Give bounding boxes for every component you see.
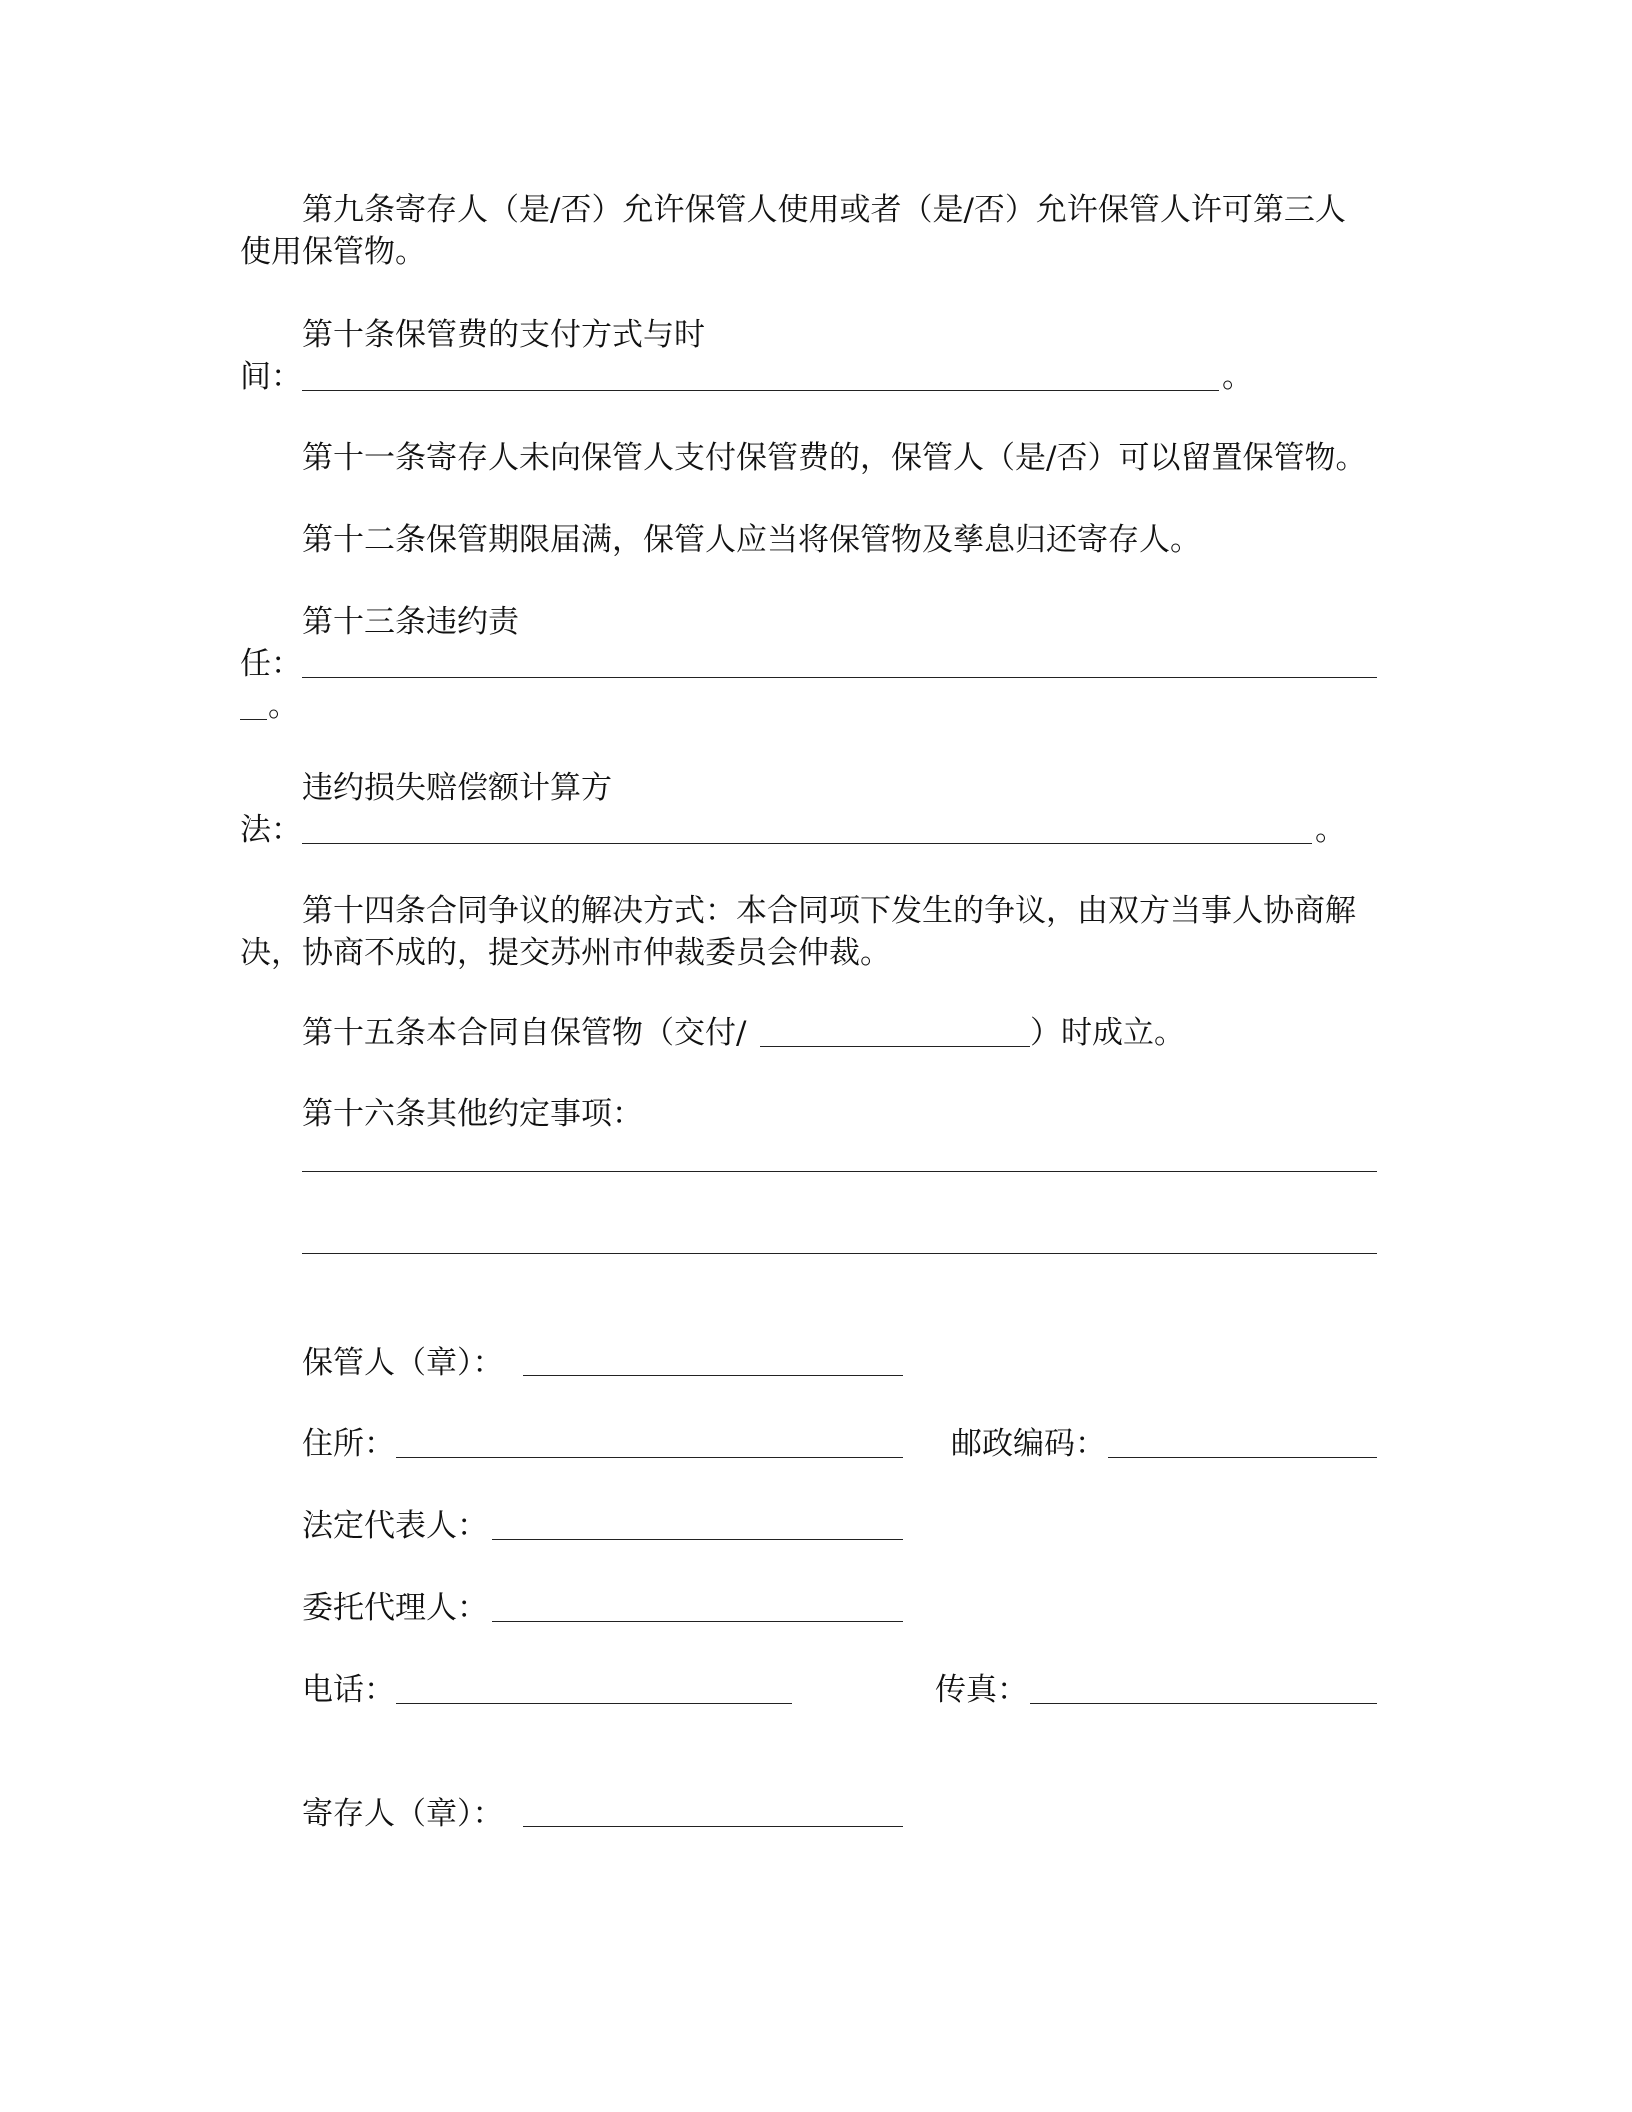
depositor-seal-label: 寄存人（章）：	[302, 1796, 504, 1832]
article-16-label: 第十六条其他约定事项：	[302, 1096, 643, 1132]
custodian-seal-label: 保管人（章）：	[302, 1345, 504, 1381]
article-9-line-1: 第九条寄存人（是/否）允许保管人使用或者（是/否）允许保管人许可第三人	[302, 192, 1346, 228]
damages-line-1: 违约损失赔偿额计算方	[302, 770, 612, 806]
article-16-blank-1[interactable]	[302, 1171, 1377, 1172]
custodian-legal-rep-blank[interactable]	[492, 1539, 903, 1540]
article-13-tail: 。	[268, 688, 299, 724]
article-13-line-1: 第十三条违约责	[302, 604, 519, 640]
custodian-seal-blank[interactable]	[523, 1375, 903, 1376]
damages-blank[interactable]	[302, 843, 1312, 844]
custodian-fax-blank[interactable]	[1030, 1703, 1377, 1704]
custodian-postcode-label: 邮政编码：	[951, 1426, 1106, 1462]
article-16-blank-2[interactable]	[302, 1253, 1377, 1254]
custodian-agent-blank[interactable]	[492, 1621, 903, 1622]
custodian-phone-blank[interactable]	[396, 1703, 792, 1704]
article-14-line-2: 决，协商不成的，提交苏州市仲裁委员会仲裁。	[240, 935, 891, 971]
damages-prefix: 法：	[240, 812, 302, 848]
article-15-blank[interactable]	[760, 1046, 1030, 1047]
custodian-phone-label: 电话：	[302, 1672, 395, 1708]
custodian-postcode-blank[interactable]	[1108, 1457, 1377, 1458]
article-10-blank[interactable]	[302, 390, 1219, 391]
custodian-fax-label: 传真：	[935, 1672, 1028, 1708]
depositor-seal-blank[interactable]	[523, 1826, 903, 1827]
article-10-suffix: 。	[1222, 359, 1253, 395]
article-13-blank-continued[interactable]	[240, 719, 267, 720]
article-12: 第十二条保管期限届满，保管人应当将保管物及孳息归还寄存人。	[302, 522, 1201, 558]
article-15-before: 第十五条本合同自保管物（交付/	[302, 1015, 747, 1051]
article-10-line-1: 第十条保管费的支付方式与时	[302, 317, 705, 353]
article-11: 第十一条寄存人未向保管人支付保管费的，保管人（是/否）可以留置保管物。	[302, 440, 1367, 476]
article-15-after: ）时成立。	[1030, 1015, 1185, 1051]
article-13-prefix: 任：	[240, 646, 302, 682]
custodian-legal-rep-label: 法定代表人：	[302, 1508, 488, 1544]
article-13-blank[interactable]	[302, 677, 1377, 678]
article-10-prefix: 间：	[240, 359, 302, 395]
custodian-agent-label: 委托代理人：	[302, 1590, 488, 1626]
custodian-address-label: 住所：	[302, 1426, 395, 1462]
custodian-address-blank[interactable]	[396, 1457, 903, 1458]
damages-suffix: 。	[1315, 812, 1346, 848]
article-9-line-2: 使用保管物。	[240, 234, 426, 270]
article-14-line-1: 第十四条合同争议的解决方式：本合同项下发生的争议，由双方当事人协商解	[302, 893, 1356, 929]
